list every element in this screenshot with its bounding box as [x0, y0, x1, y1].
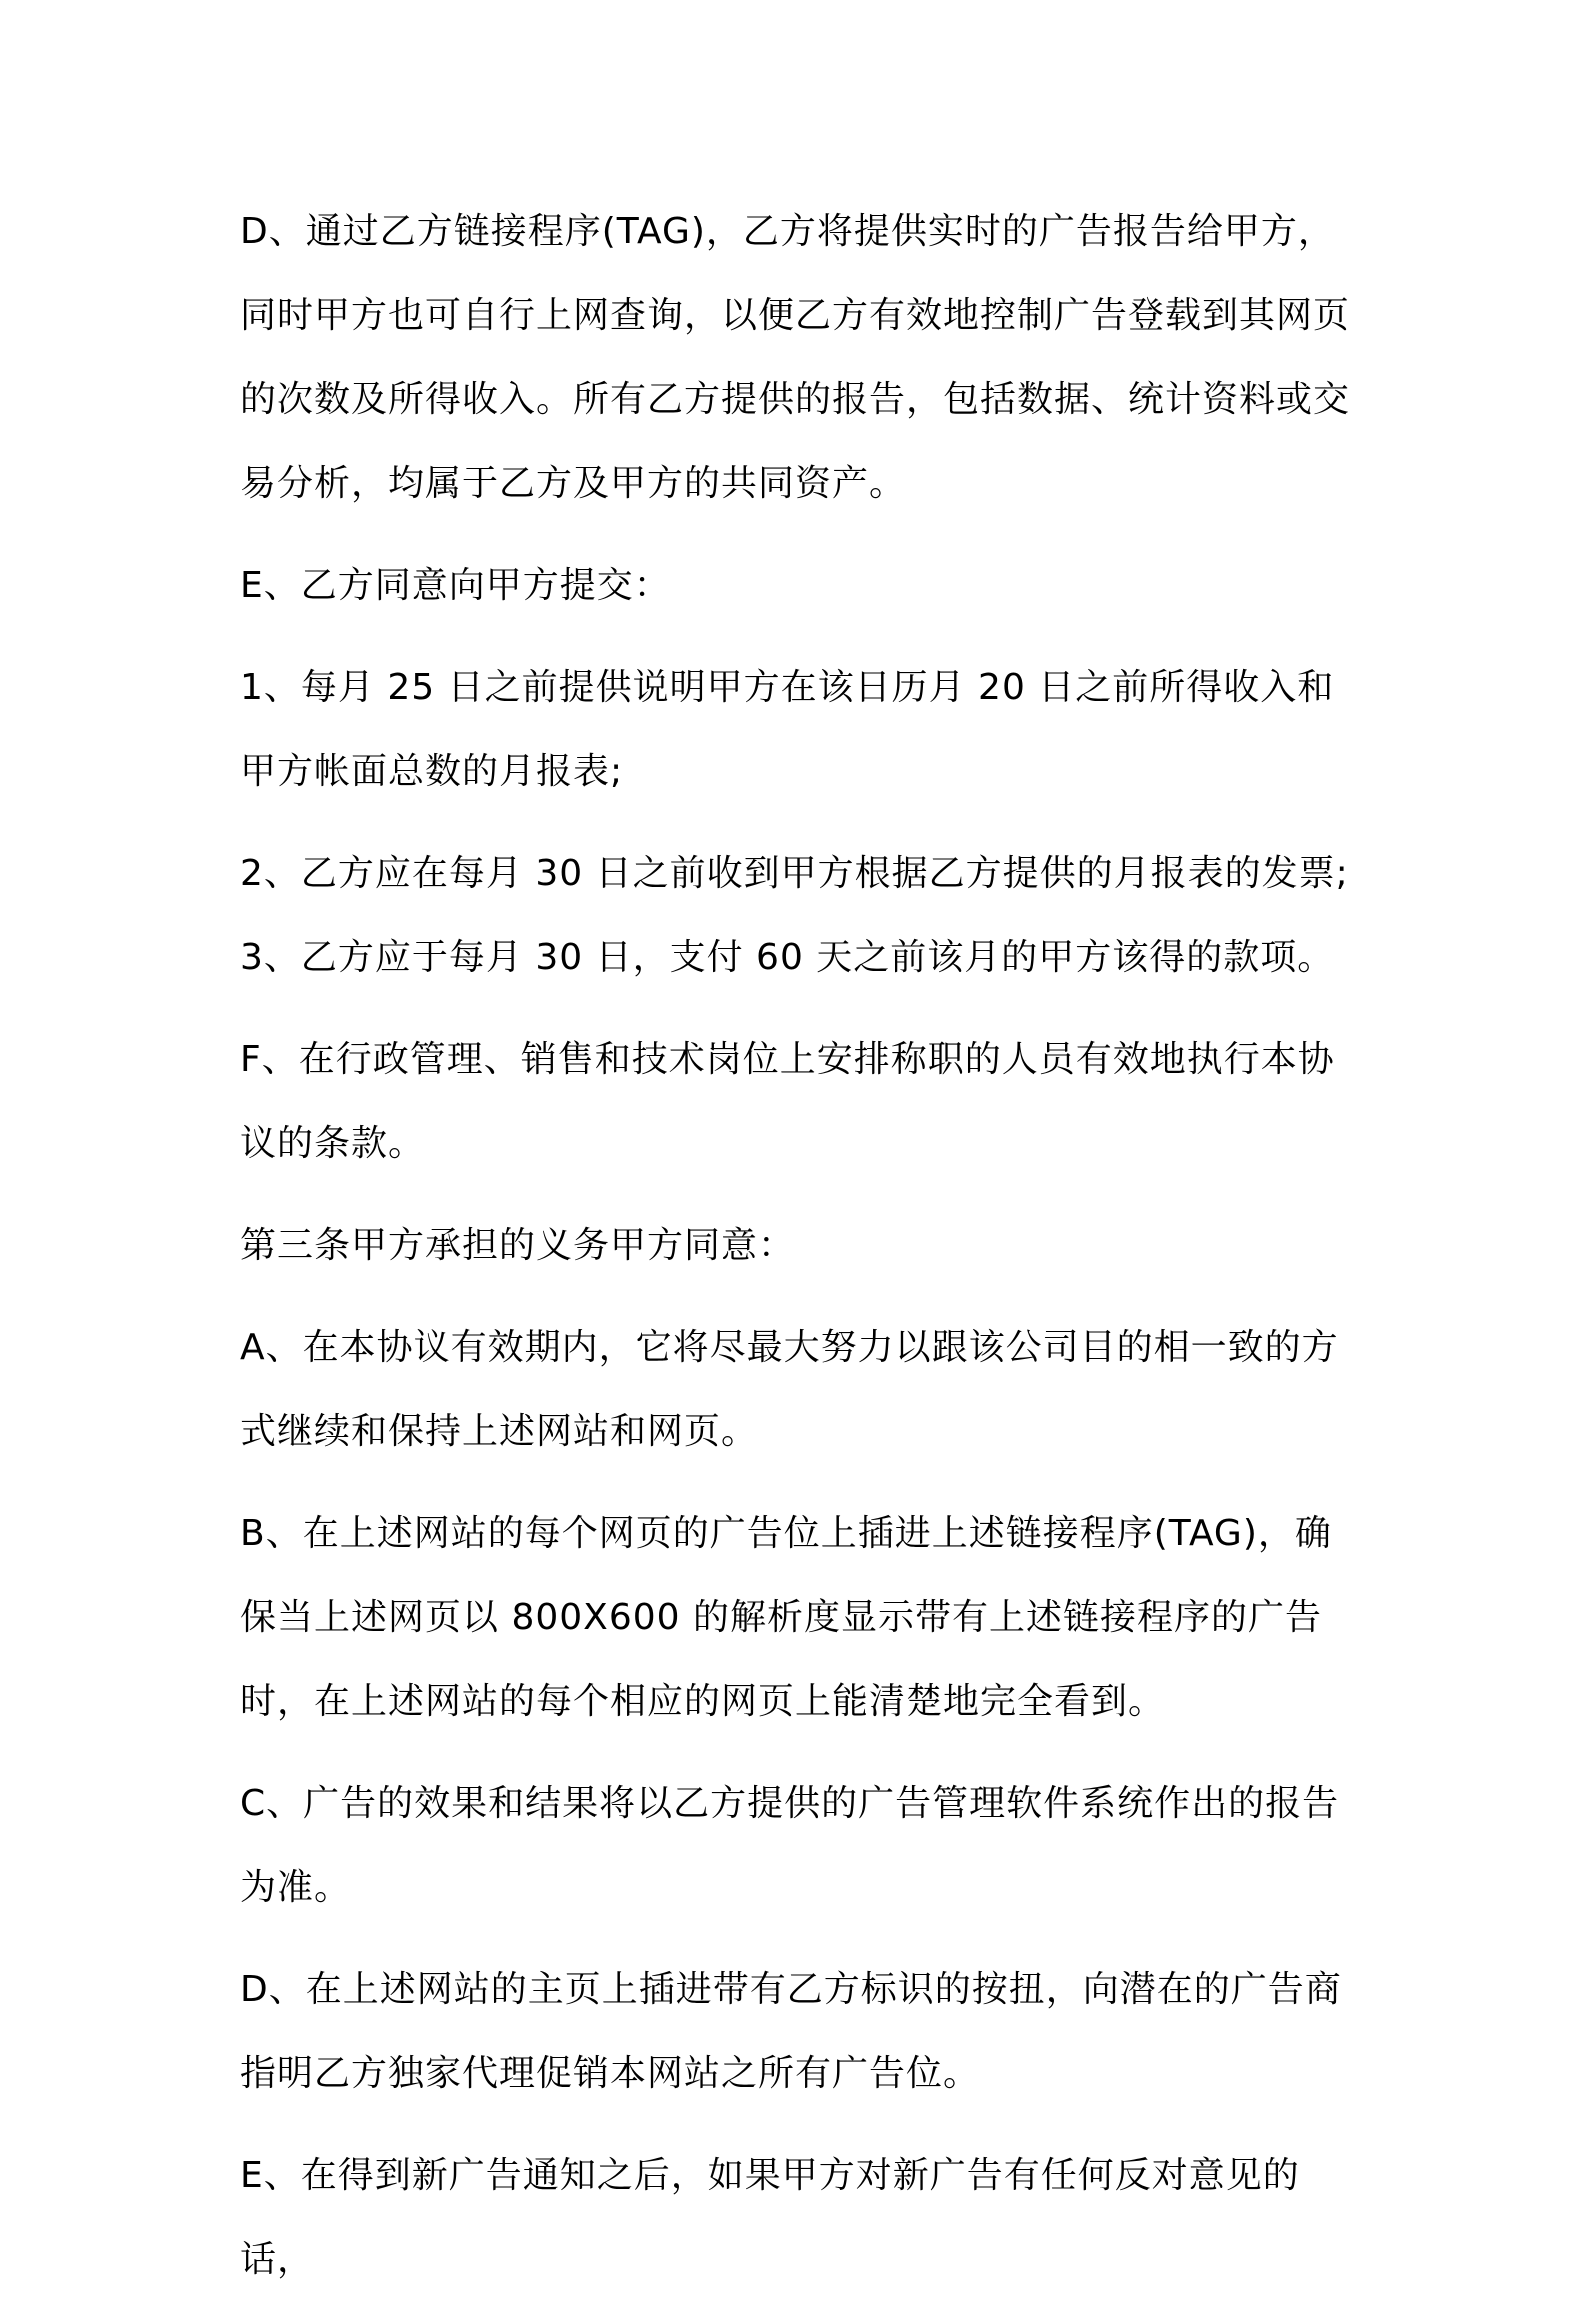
- paragraph-e-submit-heading: E、乙方同意向甲方提交：: [240, 565, 671, 606]
- paragraph-d-homepage-button: D、在上述网站的主页上插进带有乙方标识的按扭，向潜在的广告商指明乙方独家代理促销本网站之所有广告位。: [240, 1969, 1342, 2094]
- paragraph-b-insert-tag: B、在上述网站的每个网页的广告位上插进上述链接程序(TAG)，确保当上述网页以 800X600 的解析度显示带有上述链接程序的广告时，在上述网站的每个相应的网页上能清楚地完全看到。: [240, 1513, 1332, 1722]
- paragraph-a-maintain-site: A、在本协议有效期内，它将尽最大努力以跟该公司目的相一致的方式继续和保持上述网站和网页。: [240, 1327, 1339, 1452]
- article-3-heading: 第三条甲方承担的义务甲方同意：: [240, 1225, 796, 1266]
- paragraph-c-ad-results: C、广告的效果和结果将以乙方提供的广告管理软件系统作出的报告为准。: [240, 1783, 1340, 1908]
- paragraph-item-2-invoice: 2、乙方应在每月 30 日之前收到甲方根据乙方提供的月报表的发票;: [240, 853, 1349, 894]
- paragraph-item-1-monthly-report: 1、每月 25 日之前提供说明甲方在该日历月 20 日之前所得收入和甲方帐面总数的月报表;: [240, 667, 1335, 792]
- paragraph-e-new-ad-notice: E、在得到新广告通知之后，如果甲方对新广告有任何反对意见的话，: [240, 2155, 1300, 2280]
- paragraph-d-tag-report: D、通过乙方链接程序(TAG)，乙方将提供实时的广告报告给甲方，同时甲方也可自行上网查询，以便乙方有效地控制广告登载到其网页的次数及所得收入。所有乙方提供的报告，包括数据、统计资料或交易分析，均属于乙方及甲方的共同资产。: [240, 211, 1351, 504]
- paragraph-item-3-payment: 3、乙方应于每月 30 日，支付 60 天之前该月的甲方该得的款项。: [240, 937, 1335, 978]
- paragraph-f-staffing: F、在行政管理、销售和技术岗位上安排称职的人员有效地执行本协议的条款。: [240, 1039, 1335, 1164]
- document-body: [240, 190, 1360, 2320]
